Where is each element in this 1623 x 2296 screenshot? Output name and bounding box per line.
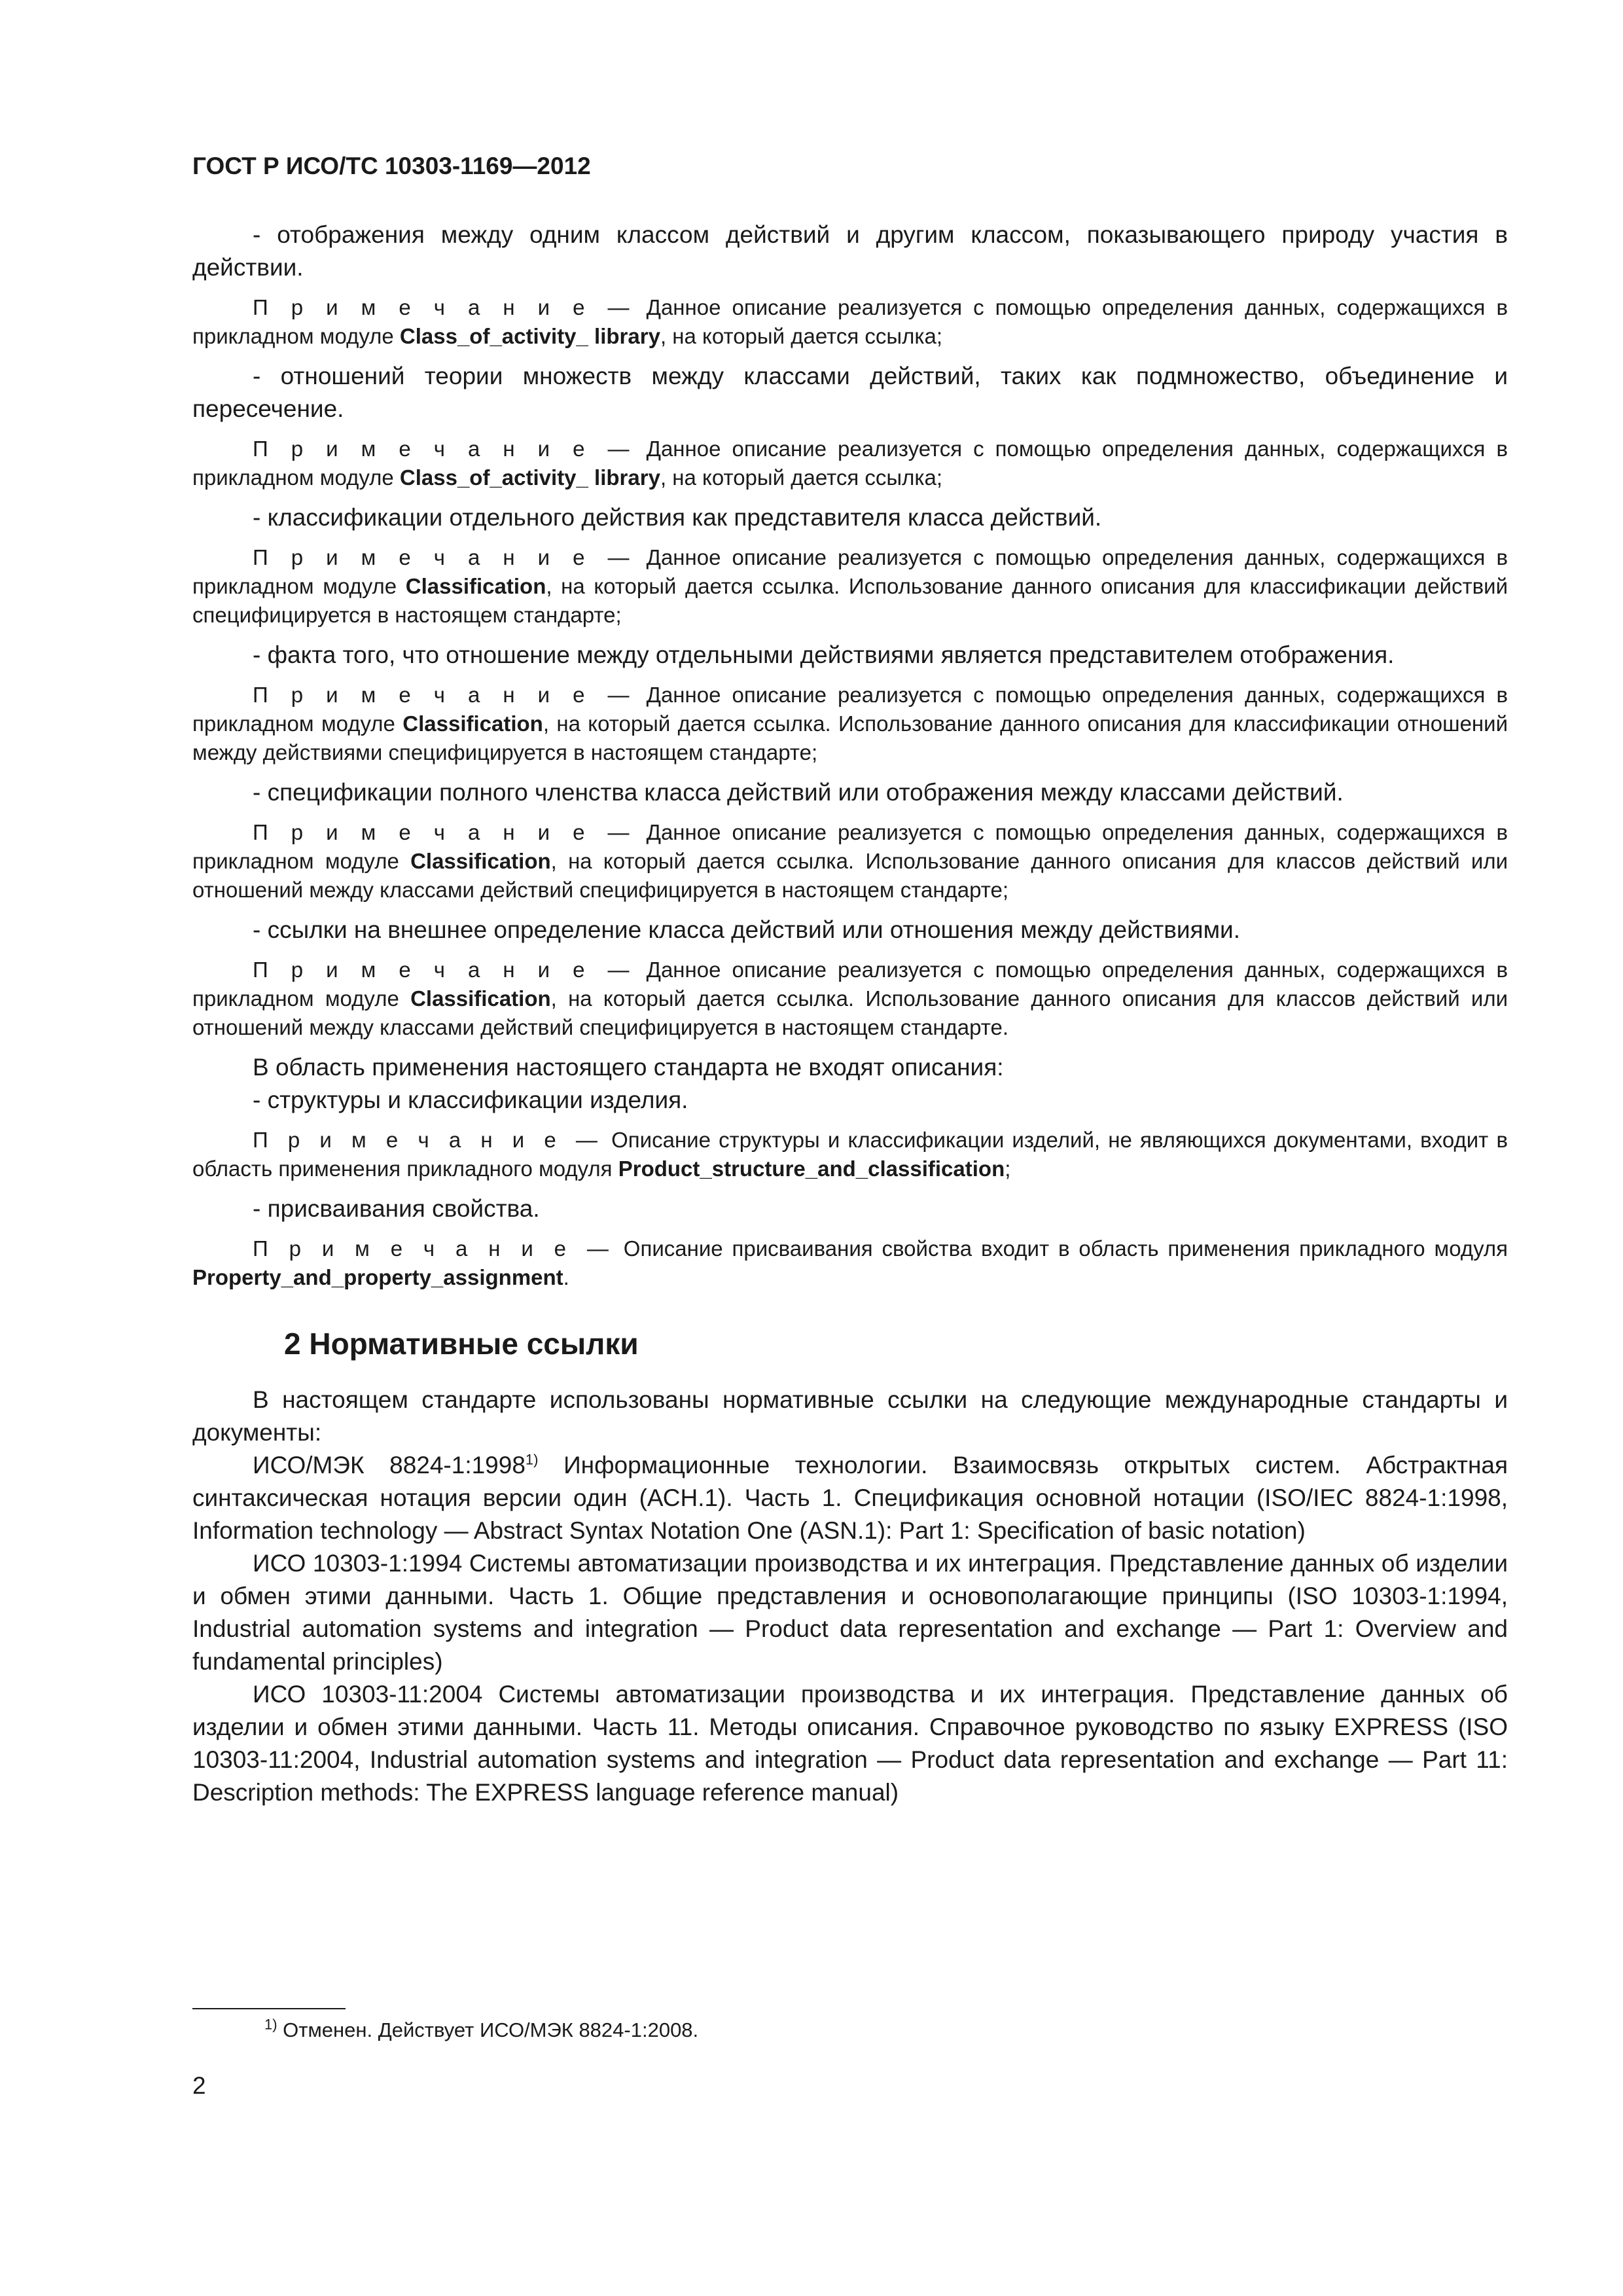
scope-items	[192, 219, 1508, 1042]
page-number: 2	[192, 2072, 206, 2099]
note-prefix: П р и м е ч а н и е —	[253, 820, 635, 845]
module-name: Class_of_activity_ library	[399, 324, 660, 349]
note-text-end: , на который дается ссылка. Использование данного описания для классификации отношений между действиями специфицируется в настоящем стандарте;	[192, 711, 1508, 765]
note-prefix: П р и м е ч а н и е —	[253, 545, 635, 570]
scope-item: - спецификации полного членства класса действий или отображения между классами действий.	[253, 779, 1344, 806]
note-text: Описание структуры и классификации изделий, не являющихся документами, входит в область применения прикладного модуля	[192, 1128, 1508, 1181]
note-prefix: П р и м е ч а н и е —	[253, 295, 635, 320]
note	[192, 435, 1508, 492]
note-text-end: , на который дается ссылка;	[660, 324, 943, 349]
note	[192, 1126, 1508, 1183]
module-name: Classification	[405, 574, 546, 599]
note-text-end: , на который дается ссылка;	[660, 465, 943, 490]
section-title: 2 Нормативные ссылки	[284, 1327, 639, 1361]
out-of-scope-intro: В область применения настоящего стандарта не входят описания:	[253, 1054, 1004, 1081]
module-name: Property_and_property_assignment	[192, 1265, 563, 1290]
document-page	[192, 152, 1508, 1809]
scope-item: - факта того, что отношение между отдельными действиями является представителем отображения.	[253, 641, 1395, 669]
scope-item: - отношений теории множеств между классами действий, таких как подмножество, объединение и пересечение.	[192, 363, 1508, 423]
reference-text: ИСО/МЭК 8824-1:1998	[253, 1452, 526, 1479]
reference-text-end: Информационные технологии. Взаимосвязь открытых систем. Абстрактная синтаксическая нотация версии один (АСН.1). Часть 1. Спецификация основной нотации (ISO/IEC 8824-1:1998, Information technology — Abstract Syntax Notation One (ASN.1): Part 1: Specification of basic notation)	[192, 1452, 1508, 1545]
note-text: Данное описание реализуется с помощью определения данных, содержащихся в прикладном модуле	[192, 545, 1508, 599]
reference-text: ИСО 10303-1:1994 Системы автоматизации производства и их интеграция. Представление данных об изделии и обмен этими данными. Часть 1. Общие представления и основополагающие принципы (ISO 10303-1:1994, Industrial automation systems and integration — Product data representation and exchange — Part 1: Overview and fundamental principles)	[192, 1550, 1508, 1676]
module-name: Classification	[402, 711, 543, 736]
note-prefix: П р и м е ч а н и е —	[253, 1236, 615, 1261]
footnote	[264, 2017, 698, 2043]
note-text-end: , на который дается ссылка. Использование данного описания для классов действий или отношений между классами действий специфицируется в настоящем стандарте.	[192, 986, 1508, 1040]
note-text: Описание присваивания свойства входит в область применения прикладного модуля	[623, 1236, 1508, 1261]
note-text: Данное описание реализуется с помощью определения данных, содержащихся в прикладном модуле	[192, 295, 1508, 349]
module-name: Classification	[410, 986, 551, 1011]
note	[192, 681, 1508, 767]
normative-reference	[192, 1547, 1508, 1678]
note	[192, 293, 1508, 351]
normative-reference	[192, 1449, 1508, 1547]
footnote-divider	[192, 2008, 346, 2009]
note-prefix: П р и м е ч а н и е —	[253, 437, 635, 461]
note-text-end: .	[563, 1265, 569, 1290]
footnote-mark: 1)	[264, 2016, 277, 2033]
note-text: Данное описание реализуется с помощью определения данных, содержащихся в прикладном модуле	[192, 958, 1508, 1011]
note-text-end: , на который дается ссылка. Использование данного описания для классов действий или отношений между классами действий специфицируется в настоящем стандарте;	[192, 849, 1508, 903]
module-name: Classification	[410, 849, 551, 874]
module-name: Class_of_activity_ library	[399, 465, 660, 490]
note-prefix: П р и м е ч а н и е —	[253, 958, 635, 982]
scope-item: - отображения между одним классом действий и другим классом, показывающего природу участия в действии.	[192, 221, 1508, 281]
note	[192, 1234, 1508, 1292]
section-intro: В настоящем стандарте использованы нормативные ссылки на следующие международные стандарты и документы:	[192, 1386, 1508, 1446]
note-text: Данное описание реализуется с помощью определения данных, содержащихся в прикладном модуле	[192, 820, 1508, 874]
note	[192, 543, 1508, 630]
note-text: Данное описание реализуется с помощью определения данных, содержащихся в прикладном модуле	[192, 437, 1508, 490]
reference-text: ИСО 10303-11:2004 Системы автоматизации производства и их интеграция. Представление данных об изделии и обмен этими данными. Часть 11. Методы описания. Справочное руководство по языку EXPRESS (ISO 10303-11:2004, Industrial automation systems and integration — Product data representation and exchange — Part 11: Description methods: The EXPRESS language reference manual)	[192, 1681, 1508, 1806]
out-of-scope-item: - присваивания свойства.	[253, 1195, 540, 1223]
note-text-end: , на который дается ссылка. Использование данного описания для классификации действий специфицируется в настоящем стандарте;	[192, 574, 1508, 628]
note	[192, 818, 1508, 905]
scope-item: - ссылки на внешнее определение класса действий или отношения между действиями.	[253, 916, 1240, 944]
note-prefix: П р и м е ч а н и е —	[253, 1128, 603, 1153]
module-name: Product_structure_and_classification	[618, 1157, 1005, 1181]
note-text-end: ;	[1005, 1157, 1011, 1181]
footnote-text: Отменен. Действует ИСО/МЭК 8824-1:2008.	[277, 2018, 699, 2041]
scope-item: - классификации отдельного действия как представителя класса действий.	[253, 504, 1102, 531]
out-of-scope-item: - структуры и классификации изделия.	[253, 1086, 688, 1114]
normative-reference	[192, 1678, 1508, 1809]
note-prefix: П р и м е ч а н и е —	[253, 683, 635, 708]
note	[192, 956, 1508, 1042]
note-text: Данное описание реализуется с помощью определения данных, содержащихся в прикладном модуле	[192, 683, 1508, 736]
footnote-marker: 1)	[525, 1452, 539, 1469]
document-header: ГОСТ Р ИСО/ТС 10303-1169—2012	[192, 152, 591, 179]
